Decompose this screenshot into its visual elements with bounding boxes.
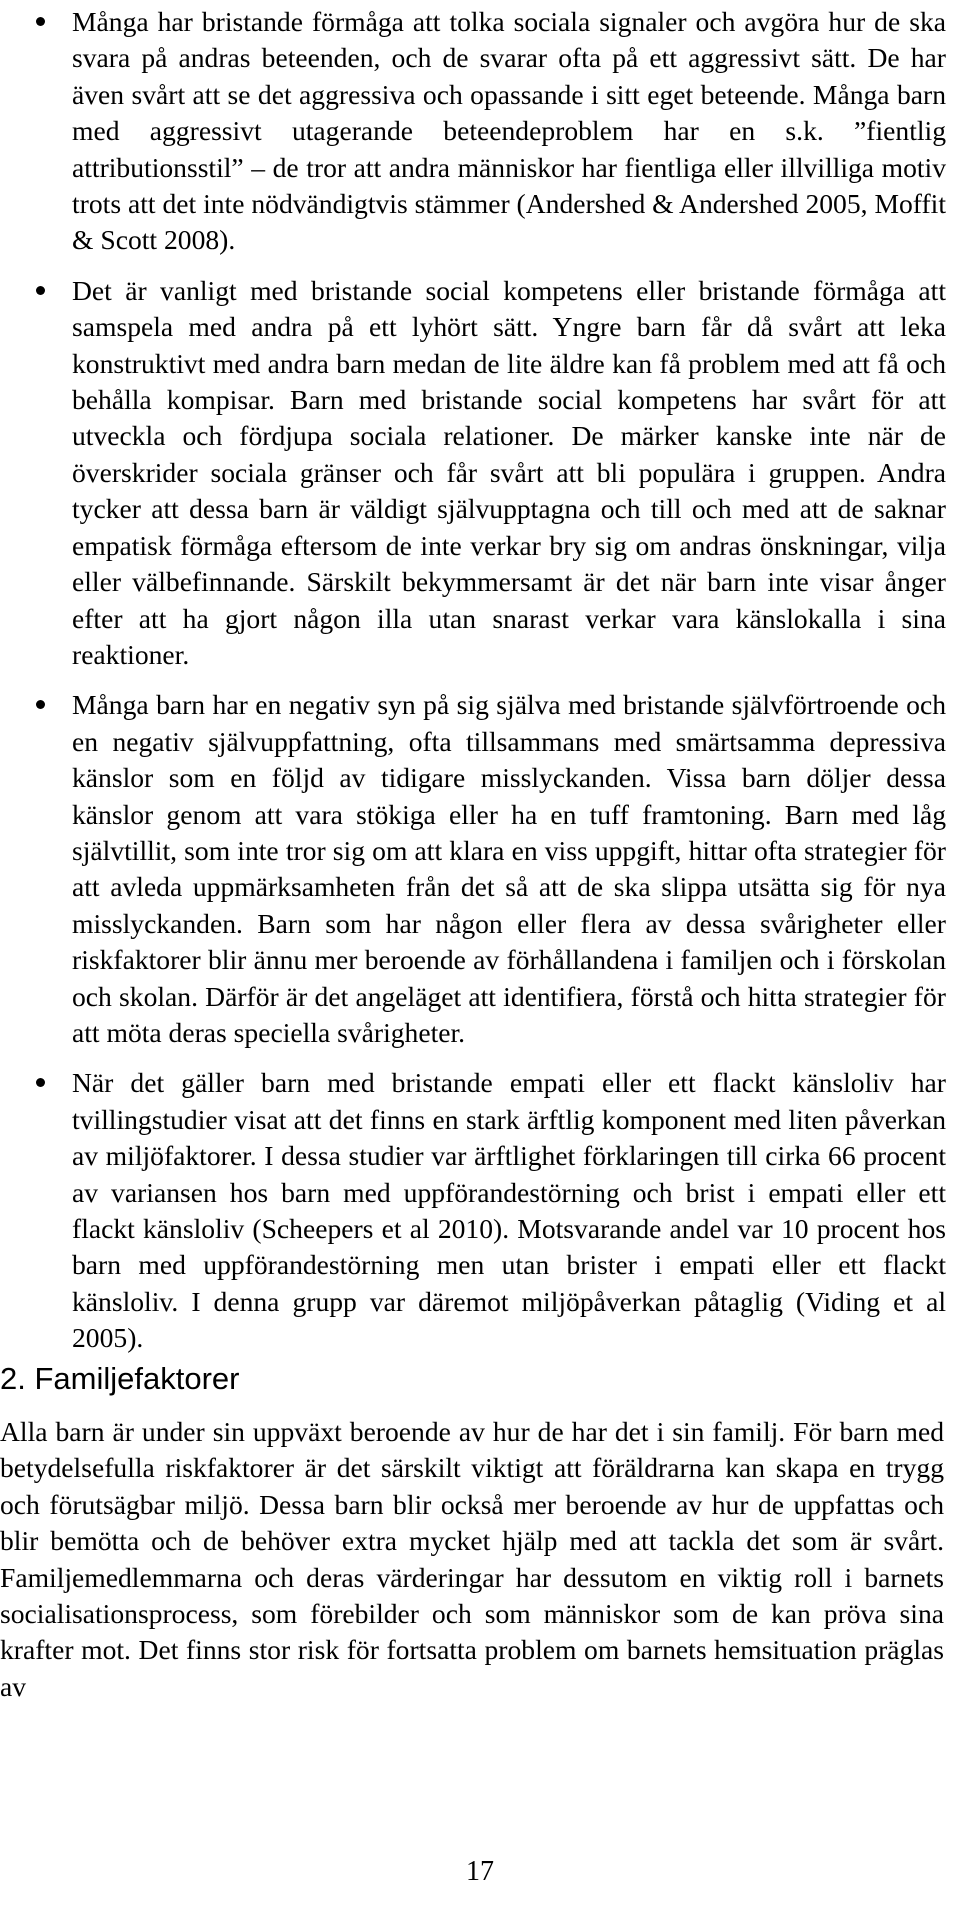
page-number: 17 bbox=[466, 1856, 494, 1887]
bullet-list bbox=[36, 4, 946, 1371]
section-paragraph: Alla barn är under sin uppväxt beroende av hur de har det i sin familj. För barn med betydelsefulla riskfaktorer är det särskilt viktigt att föräldrarna kan skapa en trygg och förutsägbar miljö. Dessa barn blir också mer beroende av hur de uppfattas och blir bemötta och de behöver extra mycket hjälp med att tackla det som är svårt. Familjemedlemmarna och deras värderingar har dessutom en viktig roll i barnets socialisationsprocess, som förebilder och som människor som de kan pröva sina krafter mot. Det finns stor risk för fortsatta problem om barnets hemsituation präglas av bbox=[0, 1416, 944, 1702]
bullet-item-social-signals: Många har bristande förmåga att tolka sociala signaler och avgöra hur de ska svara på andras beteenden, och de svarar ofta på ett aggressivt sätt. De har även svårt att se det aggressiva och opassande i sitt eget beteende. Många barn med aggressivt utagerande beteendeproblem har en s.k. ”fientlig attributionsstil” – de tror att andra människor har fientliga eller illvilliga motiv trots att det inte nödvändigtvis stämmer (Andershed & Andershed 2005, Moffit & Scott 2008). bbox=[36, 4, 946, 259]
bullet-item-empathy-heritability: När det gäller barn med bristande empati eller ett flackt känsloliv har tvillingstudier visat att det finns en stark ärftlig komponent med liten påverkan av miljöfaktorer. I dessa studier var ärftlighet förklaringen till cirka 66 procent av variansen hos barn med uppförandestörning och brist i empati eller ett flackt känsloliv (Scheepers et al 2010). Motsvarande andel var 10 procent hos barn med uppförandestörning men utan brister i empati eller ett flackt känsloliv. I denna grupp var däremot miljöpåverkan påtaglig (Viding et al 2005). bbox=[36, 1065, 946, 1356]
section-heading: 2. Familjefaktorer bbox=[0, 1361, 240, 1396]
bullet-item-social-competence: Det är vanligt med bristande social kompetens eller bristande förmåga att samspela med andra på ett lyhört sätt. Yngre barn får då svårt att leka konstruktivt med andra barn medan de lite äldre kan få problem med att få och behålla kompisar. Barn med bristande social kompetens har svårt för att utveckla och fördjupa sociala relationer. De märker kanske inte när de överskrider sociala gränser och får svårt att bli populära i gruppen. Andra tycker att dessa barn är väldigt självupptagna och till och med att de saknar empatisk förmåga eftersom de inte verkar bry sig om andras önskningar, vilja eller välbefinnande. Särskilt bekymmersamt är det när barn inte visar ånger efter att ha gjort någon illa utan snarast verkar vara känslokalla i sina reaktioner. bbox=[36, 273, 946, 673]
bullet-item-self-image: Många barn har en negativ syn på sig själva med bristande självförtroende och en negativ självuppfattning, ofta tillsammans med smärtsamma depressiva känslor som en följd av tidigare misslyckanden. Vissa barn döljer dessa känslor genom att vara stökiga eller ha en tuff framtoning. Barn med låg självtillit, som inte tror sig om att klara en viss uppgift, hittar ofta strategier för att avleda uppmärksamheten från det så att de ska slippa utsätta sig för nya misslyckanden. Barn som har någon eller flera av dessa svårigheter eller riskfaktorer blir ännu mer beroende av förhållandena i familjen och i förskolan och skolan. Därför är det angeläget att identifiera, förstå och hitta strategier för att möta deras speciella svårigheter. bbox=[36, 687, 946, 1051]
